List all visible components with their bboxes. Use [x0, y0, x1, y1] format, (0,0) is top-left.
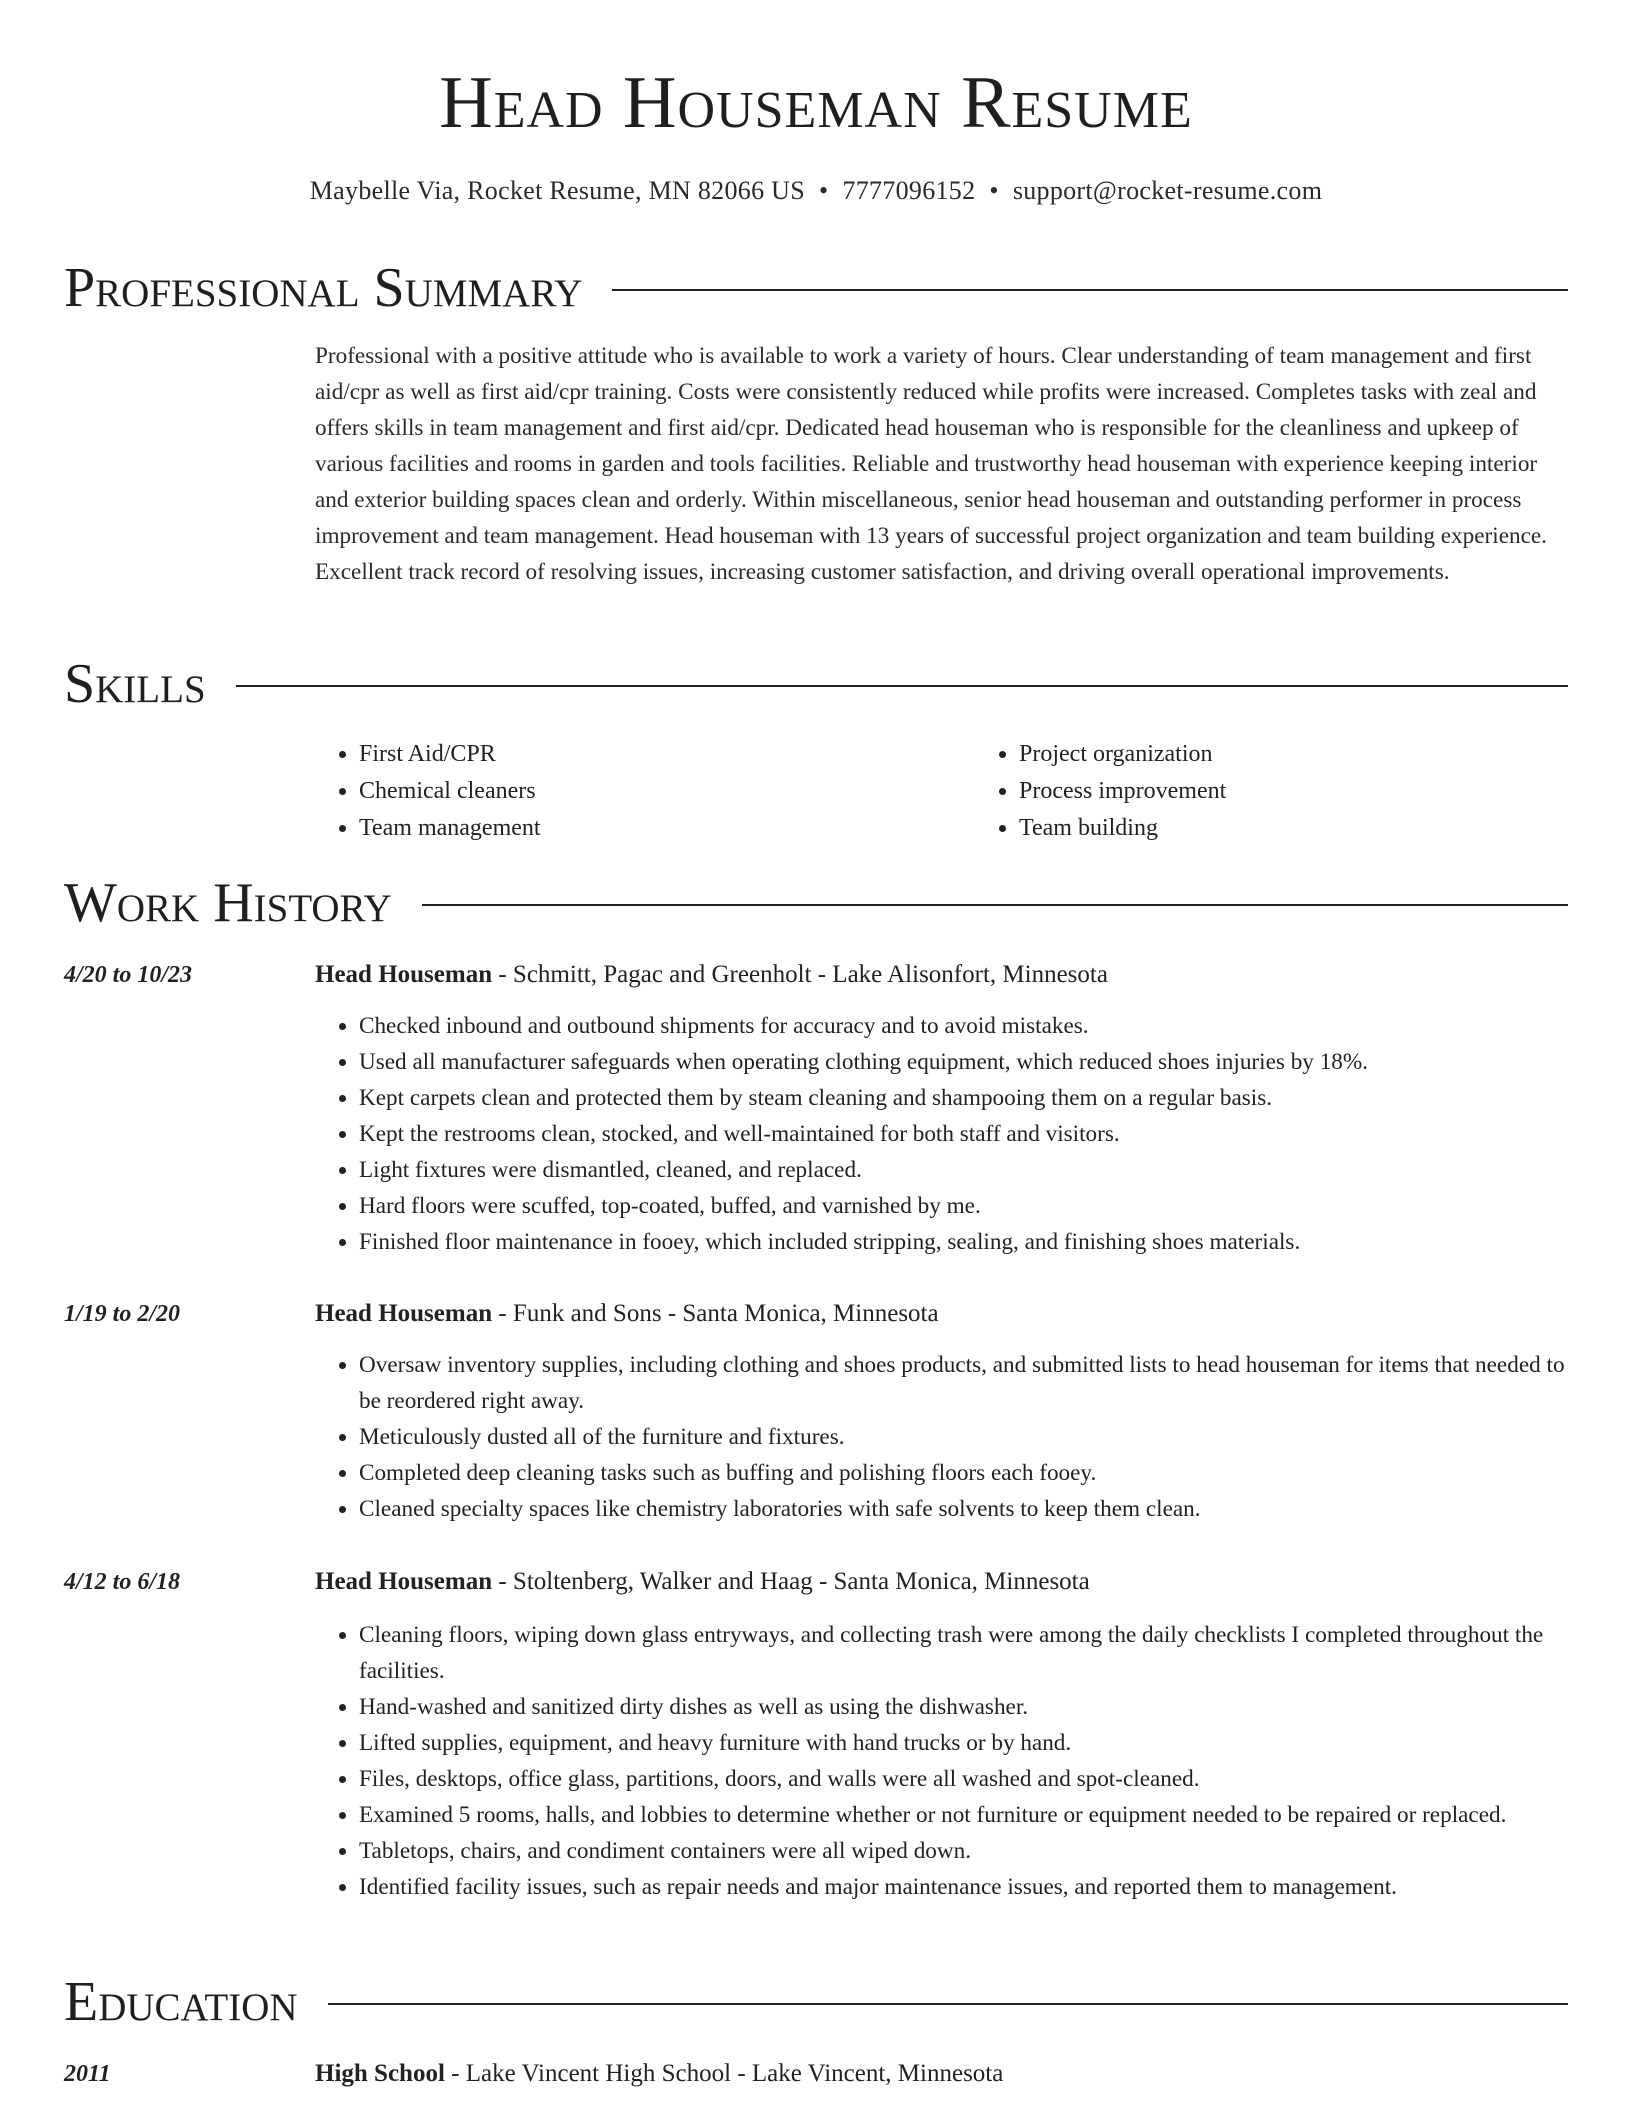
- job-bullet: • Used all manufacturer safeguards when operating clothing equipment, which reduced shoes injuries by 18%.: [359, 1044, 1568, 1080]
- skills-column-2: [975, 736, 1226, 847]
- job-bullet: • Cleaning floors, wiping down glass entryways, and collecting trash were among the daily checklists I completed throughout the facilities.: [359, 1617, 1568, 1689]
- job-bullet: • Finished floor maintenance in fooey, which included stripping, sealing, and finishing shoes materials.: [359, 1224, 1568, 1260]
- job-bullet: • Identified facility issues, such as repair needs and major maintenance issues, and reported them to management.: [359, 1869, 1568, 1905]
- job-bullet: • Meticulously dusted all of the furniture and fixtures.: [359, 1419, 1568, 1455]
- job-bullet: • Checked inbound and outbound shipments for accuracy and to avoid mistakes.: [359, 1008, 1568, 1044]
- education-section-header: [64, 1970, 1568, 2034]
- job-bullets: [315, 1617, 1568, 1905]
- job-bullet: • Lifted supplies, equipment, and heavy furniture with hand trucks or by hand.: [359, 1725, 1568, 1761]
- job-bullets: [315, 1347, 1568, 1527]
- job-bullet: • Completed deep cleaning tasks such as buffing and polishing floors each fooey.: [359, 1455, 1568, 1491]
- section-divider: [236, 685, 1568, 687]
- job-bullet: • Examined 5 rooms, halls, and lobbies to determine whether or not furniture or equipment needed to be repaired or replaced.: [359, 1797, 1568, 1833]
- education-school: - Lake Vincent High School - Lake Vincent, Minnesota: [444, 2060, 1004, 2087]
- contact-separator: •: [989, 176, 999, 205]
- job-employer: - Schmitt, Pagac and Greenholt - Lake Alisonfort, Minnesota: [492, 961, 1108, 988]
- skill-item: • Project organization: [1019, 736, 1226, 773]
- contact-address: Maybelle Via, Rocket Resume, MN 82066 US: [309, 176, 805, 205]
- job-bullet: • Light fixtures were dismantled, cleaned, and replaced.: [359, 1152, 1568, 1188]
- job-heading: [315, 958, 1108, 992]
- job-title: Head Houseman: [315, 1568, 493, 1595]
- job-bullet: • Kept the restrooms clean, stocked, and well-maintained for both staff and visitors.: [359, 1116, 1568, 1152]
- job-title: Head Houseman: [315, 1300, 493, 1327]
- summary-section-header: [64, 256, 1568, 320]
- education-degree: High School: [315, 2060, 445, 2087]
- education-heading: Education: [64, 1971, 298, 2033]
- job-bullet: • Kept carpets clean and protected them by steam cleaning and shampooing them on a regular basis.: [359, 1080, 1568, 1116]
- work-heading: Work History: [64, 872, 392, 934]
- job-date: 4/12 to 6/18: [64, 1569, 181, 1595]
- contact-line: [0, 174, 1632, 208]
- job-employer: - Stoltenberg, Walker and Haag - Santa Monica, Minnesota: [492, 1568, 1090, 1595]
- job-date: 4/20 to 10/23: [64, 962, 193, 988]
- education-heading-line: [315, 2057, 1003, 2091]
- summary-heading: Professional Summary: [64, 257, 583, 319]
- job-bullet: • Oversaw inventory supplies, including clothing and shoes products, and submitted lists to head houseman for items that needed to be reordered right away.: [359, 1347, 1568, 1419]
- section-divider: [328, 2003, 1568, 2005]
- work-section-header: [64, 871, 1568, 935]
- skills-column-1: [315, 736, 975, 847]
- skill-item: • Chemical cleaners: [359, 773, 975, 810]
- skill-item: • First Aid/CPR: [359, 736, 975, 773]
- job-title: Head Houseman: [315, 961, 493, 988]
- skills-section-header: [64, 652, 1568, 716]
- skill-item: • Team management: [359, 810, 975, 847]
- job-bullet: • Tabletops, chairs, and condiment containers were all wiped down.: [359, 1833, 1568, 1869]
- resume-title: Head Houseman Resume: [439, 62, 1193, 144]
- contact-email: support@rocket-resume.com: [1012, 176, 1323, 205]
- skill-item: • Process improvement: [1019, 773, 1226, 810]
- job-heading: [315, 1297, 939, 1331]
- job-bullet: • Files, desktops, office glass, partitions, doors, and walls were all washed and spot-cleaned.: [359, 1761, 1568, 1797]
- summary-text: Professional with a positive attitude who is available to work a variety of hours. Clear understanding of team management and first aid/cpr as well as first aid/cpr training. Costs were consistently reduced while profits were increased. Completes tasks with zeal and offers skills in team management and first aid/cpr. Dedicated head houseman who is responsible for the cleanliness and upkeep of various facilities and rooms in garden and tools facilities. Reliable and trustworthy head houseman with experience keeping interior and exterior building spaces clean and orderly. Within miscellaneous, senior head houseman and outstanding performer in process improvement and team management. Head houseman with 13 years of successful project organization and team building experience. Excellent track record of resolving issues, increasing customer satisfaction, and driving overall operational improvements.: [315, 343, 1547, 585]
- job-bullet: • Hard floors were scuffed, top-coated, buffed, and varnished by me.: [359, 1188, 1568, 1224]
- section-divider: [612, 289, 1568, 291]
- skills-list: [315, 736, 1568, 847]
- skill-item: • Team building: [1019, 810, 1226, 847]
- job-employer: - Funk and Sons - Santa Monica, Minnesota: [492, 1300, 939, 1327]
- skills-heading: Skills: [64, 653, 206, 715]
- education-date: 2011: [64, 2061, 111, 2087]
- job-bullets: [315, 1008, 1568, 1260]
- contact-phone: 7777096152: [842, 176, 976, 205]
- job-bullet: • Hand-washed and sanitized dirty dishes as well as using the dishwasher.: [359, 1689, 1568, 1725]
- section-divider: [422, 904, 1568, 906]
- job-bullet: • Cleaned specialty spaces like chemistry laboratories with safe solvents to keep them clean.: [359, 1491, 1568, 1527]
- job-date: 1/19 to 2/20: [64, 1301, 181, 1327]
- contact-separator: •: [819, 176, 829, 205]
- job-heading: [315, 1565, 1090, 1599]
